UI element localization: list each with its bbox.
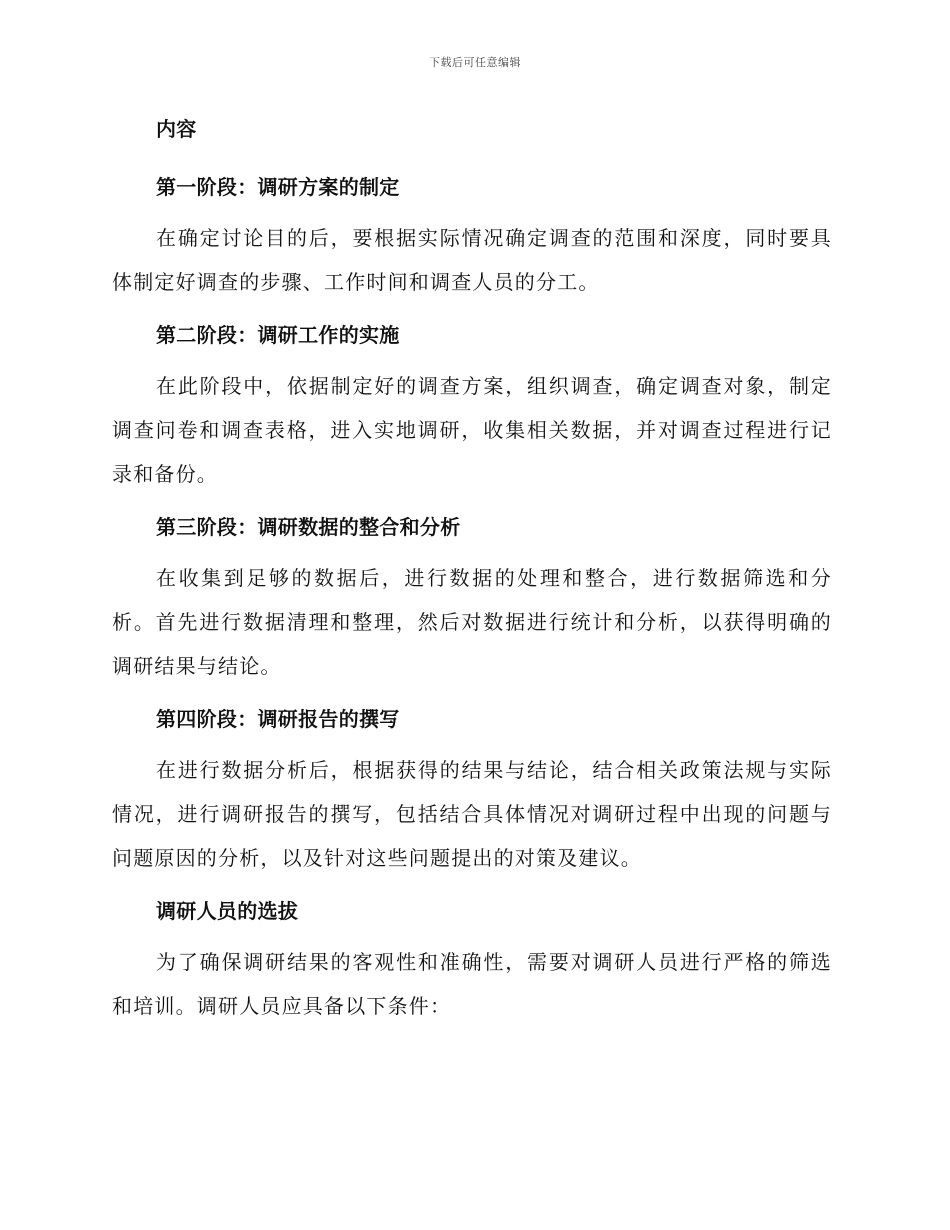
section-heading-stage-4: 第四阶段：调研报告的撰写 — [156, 707, 400, 731]
section-body-stage-1: 在确定讨论目的后，要根据实际情况确定调查的范围和深度，同时要具体制定好调查的步骤、工作时间和调查人员的分工。 — [112, 226, 832, 294]
document-body — [112, 112, 832, 1028]
section-heading-stage-3: 第三阶段：调研数据的整合和分析 — [156, 515, 461, 539]
section-heading-stage-1: 第一阶段：调研方案的制定 — [156, 175, 400, 199]
contents-heading: 内容 — [156, 117, 197, 141]
section-heading-staff-selection: 调研人员的选拔 — [156, 899, 299, 923]
section-heading-stage-2: 第二阶段：调研工作的实施 — [156, 323, 400, 347]
section-body-stage-2: 在此阶段中，依据制定好的调查方案，组织调查，确定调查对象，制定调查问卷和调查表格，进入实地调研，收集相关数据，并对调查过程进行记录和备份。 — [112, 374, 832, 486]
section-body-staff-selection: 为了确保调研结果的客观性和准确性，需要对调研人员进行严格的筛选和培训。调研人员应具备以下条件： — [112, 950, 832, 1018]
section-body-stage-4: 在进行数据分析后，根据获得的结果与结论，结合相关政策法规与实际情况，进行调研报告的撰写，包括结合具体情况对调研过程中出现的问题与问题原因的分析，以及针对这些问题提出的对策及建议。 — [112, 758, 832, 870]
section-body-stage-3: 在收集到足够的数据后，进行数据的处理和整合，进行数据筛选和分析。首先进行数据清理和整理，然后对数据进行统计和分析，以获得明确的调研结果与结论。 — [112, 566, 832, 678]
page-header-note: 下载后可任意编辑 — [429, 56, 521, 69]
